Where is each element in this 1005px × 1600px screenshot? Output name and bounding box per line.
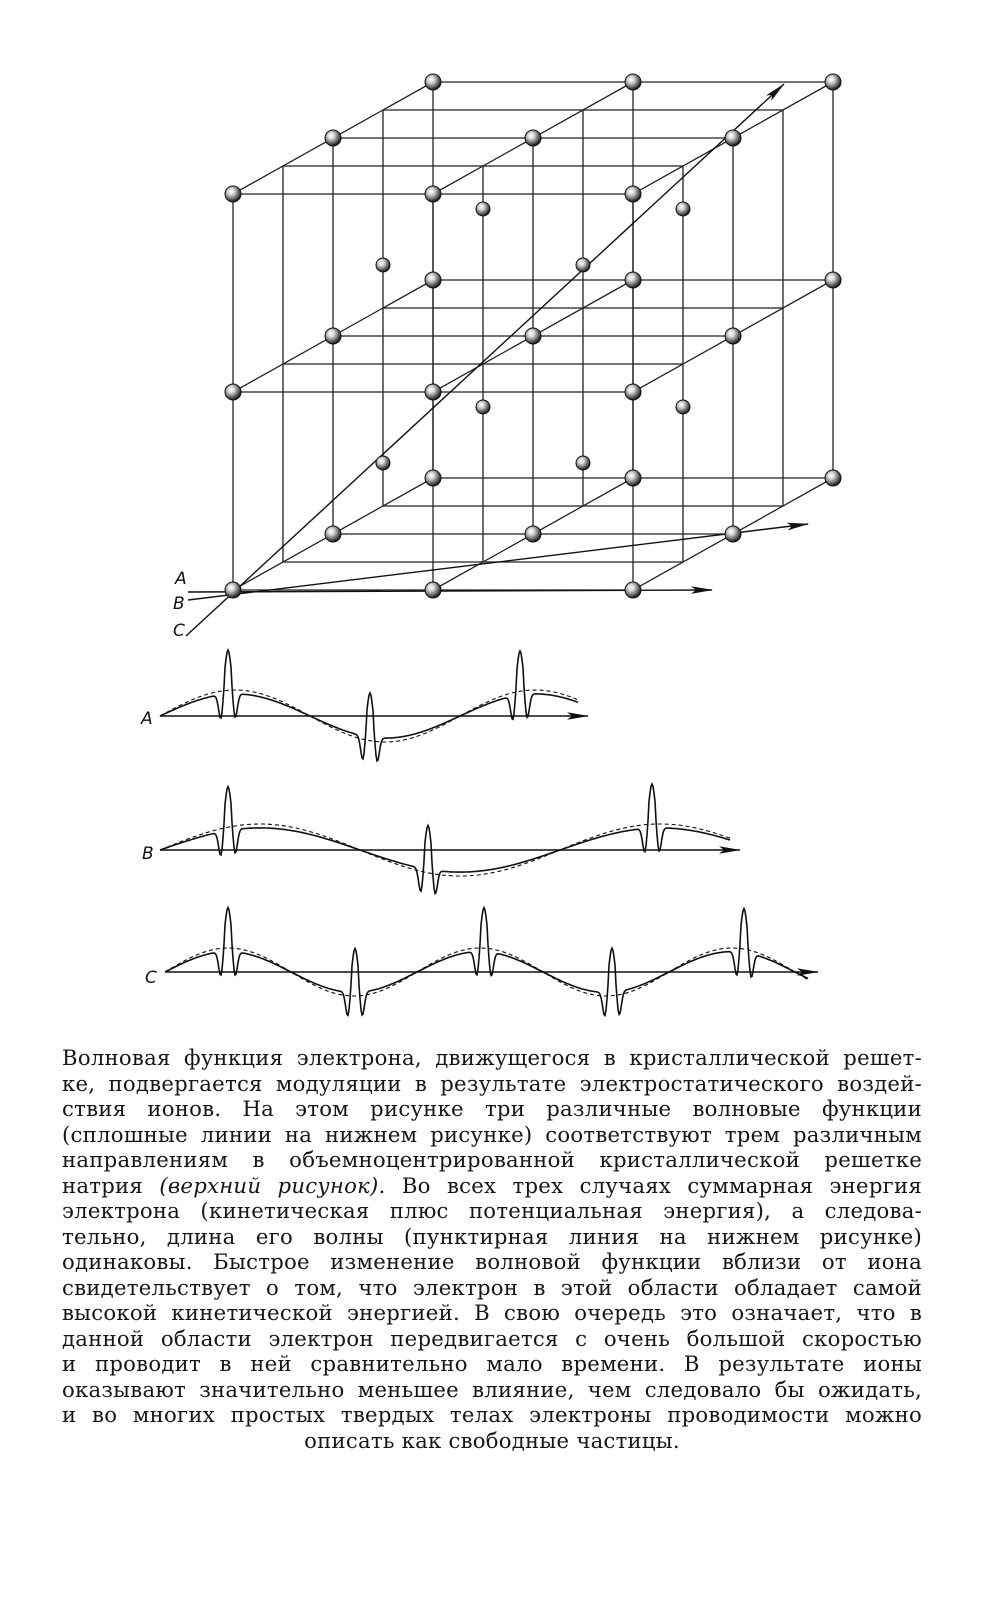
wave-label-a: A <box>141 709 153 729</box>
atom <box>425 470 441 486</box>
electron-wave-solid <box>160 650 578 761</box>
figure-labels <box>140 569 187 988</box>
caption-italic-reference: (верхний рисунок) <box>159 1172 379 1198</box>
atom <box>625 272 641 288</box>
atom <box>825 470 841 486</box>
atom <box>625 582 641 598</box>
wave-a <box>160 650 588 761</box>
caption-line: Волновая функция электрона, движущегося в кристаллической решет- <box>62 1045 922 1070</box>
atom <box>425 384 441 400</box>
atom <box>225 582 241 598</box>
direction-label-b: B <box>173 594 185 614</box>
caption-line: (сплошные линии на нижнем рисунке) соответствуют трем различным <box>62 1121 922 1147</box>
direction-label-c: C <box>173 621 185 641</box>
atom <box>476 202 490 216</box>
atom <box>525 328 541 344</box>
atom <box>376 258 390 272</box>
atom <box>725 526 741 542</box>
caption-line: высокой кинетической энергией. В свою очередь это означает, что в <box>62 1300 922 1325</box>
atom <box>425 582 441 598</box>
wave-label-b: B <box>142 844 154 864</box>
direction-ray-b <box>188 524 808 600</box>
caption-line: ствия ионов. На этом рисунке три различные волновые функции <box>62 1096 922 1121</box>
wave-c <box>165 908 818 1016</box>
direction-ray-c <box>186 84 784 636</box>
wave-functions <box>160 650 818 1015</box>
atom <box>376 456 390 470</box>
atom <box>725 130 741 146</box>
atom <box>476 400 490 414</box>
caption-line: одинаковы. Быстрое изменение волновой функции вблизи от иона <box>62 1249 922 1274</box>
caption-line: оказывают значительно меньшее влияние, чем следовало бы ожидать, <box>62 1376 922 1402</box>
atom <box>625 74 641 90</box>
caption-line: свидетельствует о том, что электрон в этой области обладает самой <box>62 1274 922 1300</box>
caption-line: и проводит в ней сравнительно мало времени. В результате ионы <box>62 1351 922 1376</box>
electron-wave-solid <box>165 908 808 1016</box>
atom <box>676 202 690 216</box>
bcc-sodium-lattice <box>186 74 841 636</box>
wave-b <box>160 784 740 893</box>
atom <box>225 186 241 202</box>
atom <box>225 384 241 400</box>
atom <box>325 130 341 146</box>
direction-label-a: A <box>175 569 187 589</box>
caption-line: и во многих простых твердых телах электроны проводимости можно <box>62 1402 922 1427</box>
atom <box>425 186 441 202</box>
atom <box>625 186 641 202</box>
atom <box>525 526 541 542</box>
caption-line: тельно, длина его волны (пунктирная линия на нижнем рисунке) <box>62 1223 922 1249</box>
caption-line: описать как свободные частицы. <box>304 1427 680 1453</box>
atom <box>576 456 590 470</box>
atom <box>425 74 441 90</box>
atom <box>325 526 341 542</box>
atom <box>625 384 641 400</box>
caption-line: натрия (верхний рисунок). Во всех трех случаях суммарная энергия <box>62 1172 922 1198</box>
electron-wave-solid <box>160 784 730 893</box>
atom <box>576 258 590 272</box>
atom <box>676 400 690 414</box>
caption-line: направлениям в объемноцентрированной кристаллической решетке <box>62 1147 922 1172</box>
atom <box>825 272 841 288</box>
wave-label-c: C <box>145 968 157 988</box>
caption-line: данной области электрон передвигается с очень большой скоростью <box>62 1325 922 1351</box>
atom <box>625 470 641 486</box>
atom <box>825 74 841 90</box>
atom <box>525 130 541 146</box>
figure-caption <box>62 1045 922 1453</box>
atom <box>725 328 741 344</box>
caption-line: ке, подвергается модуляции в результате электростатического воздей- <box>62 1070 922 1096</box>
atom <box>425 272 441 288</box>
atom <box>325 328 341 344</box>
caption-line: электрона (кинетическая плюс потенциальная энергия), а следова- <box>62 1198 922 1223</box>
